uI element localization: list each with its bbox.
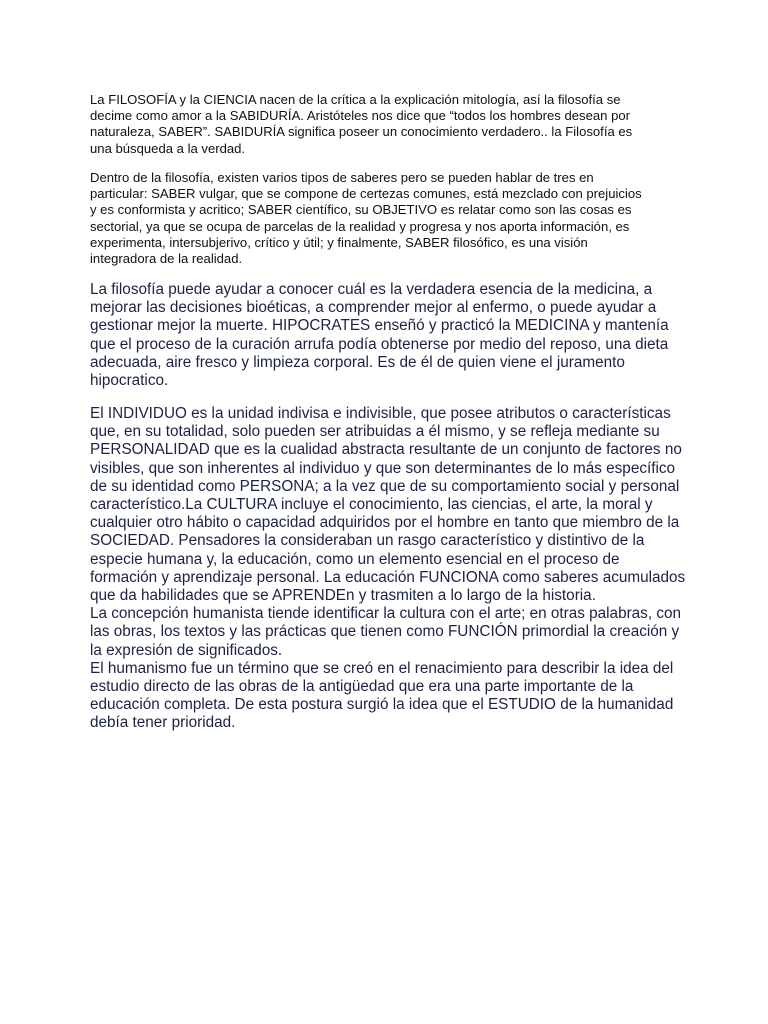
text-line: La filosofía puede ayudar a conocer cuál es la verdadera esencia de la medicina, a	[90, 281, 653, 298]
text-line: debía tener prioridad.	[90, 714, 236, 732]
text-line: El humanismo fue un término que se creó en el renacimiento para describir la idea del	[90, 659, 674, 677]
text-line: que da habilidades que se APRENDEn y trasmiten a lo largo de la historia.	[90, 587, 596, 605]
paragraph-individuo-cultura	[90, 405, 686, 733]
text-line: la expresión de significados.	[90, 641, 283, 659]
paragraph-filosofia-medicina	[90, 281, 680, 390]
text-line: y es conformista y acritico; SABER científico, su OBJETIVO es relatar como son las cosas es	[90, 202, 632, 218]
text-line: característico.La CULTURA incluye el conocimiento, las ciencias, el arte, la moral y	[90, 496, 653, 514]
paragraph-tipos-de-saberes	[90, 170, 680, 267]
text-line: La FILOSOFÍA y la CIENCIA nacen de la crítica a la explicación mitología, así la filosofía se	[90, 92, 621, 107]
text-line: PERSONALIDAD que es la cualidad abstracta resultante de un conjunto de factores no	[90, 441, 682, 459]
text-line: de su identidad como PERSONA; a la vez que de su comportamiento social y personal	[90, 477, 680, 495]
text-line: mejorar las decisiones bioéticas, a comprender mejor al enfermo, o puede ayudar a	[90, 299, 657, 317]
text-line: formación y aprendizaje personal. La educación FUNCIONA como saberes acumulados	[90, 568, 686, 586]
text-line: una búsqueda a la verdad.	[90, 140, 246, 156]
text-line: sectorial, ya que se ocupa de parcelas de la realidad y progresa y nos aporta información, es	[90, 218, 630, 234]
text-line: educación completa. De esta postura surgió la idea que el ESTUDIO de la humanidad	[90, 696, 674, 714]
text-line: que, en su totalidad, solo pueden ser atribuidas a él mismo, y se refleja mediante su	[90, 423, 660, 441]
text-line: hipocratico.	[90, 372, 169, 390]
text-line: La concepción humanista tiende identificar la cultura con el arte; en otras palabras, con	[90, 605, 681, 623]
text-line: adecuada, aire fresco y limpieza corporal. Es de él de quien viene el juramento	[90, 353, 625, 371]
text-line: Dentro de la filosofía, existen varios tipos de saberes pero se pueden hablar de tres en	[90, 170, 594, 185]
text-line: especie humana y, la educación, como un elemento esencial en el proceso de	[90, 550, 620, 568]
text-line: las obras, los textos y las prácticas que tienen como FUNCIÓN primordial la creación y	[90, 623, 680, 641]
text-line: visibles, que son inherentes al individuo y que son determinantes de lo más específico	[90, 459, 676, 477]
text-line: particular: SABER vulgar, que se compone de certezas comunes, está mezclado con prejuicios	[90, 186, 642, 202]
text-line: naturaleza, SABER”. SABIDURÍA significa poseer un conocimiento verdadero.. la Filosofía es	[90, 124, 633, 140]
text-line: decime como amor a la SABIDURÍA. Aristóteles nos dice que “todos los hombres desean por	[90, 108, 631, 124]
paragraph-filosofia-ciencia	[90, 92, 680, 157]
text-line: El INDIVIDUO es la unidad indivisa e indivisible, que posee atributos o características	[90, 405, 671, 422]
text-line: cualquier otro hábito o capacidad adquiridos por el hombre en tanto que miembro de la	[90, 514, 680, 532]
text-line: SOCIEDAD. Pensadores la consideraban un rasgo característico y distintivo de la	[90, 532, 645, 550]
text-line: estudio directo de las obras de la antigüedad que era una parte importante de la	[90, 678, 634, 696]
text-line: experimenta, intersubjerivo, crítico y útil; y finalmente, SABER filosófico, es una visión	[90, 234, 588, 250]
text-line: que el proceso de la curación arrufa podía obtenerse por medio del reposo, una dieta	[90, 335, 669, 353]
text-line: gestionar mejor la muerte. HIPOCRATES enseñó y practicó la MEDICINA y mantenía	[90, 317, 669, 335]
text-line: integradora de la realidad.	[90, 251, 243, 267]
